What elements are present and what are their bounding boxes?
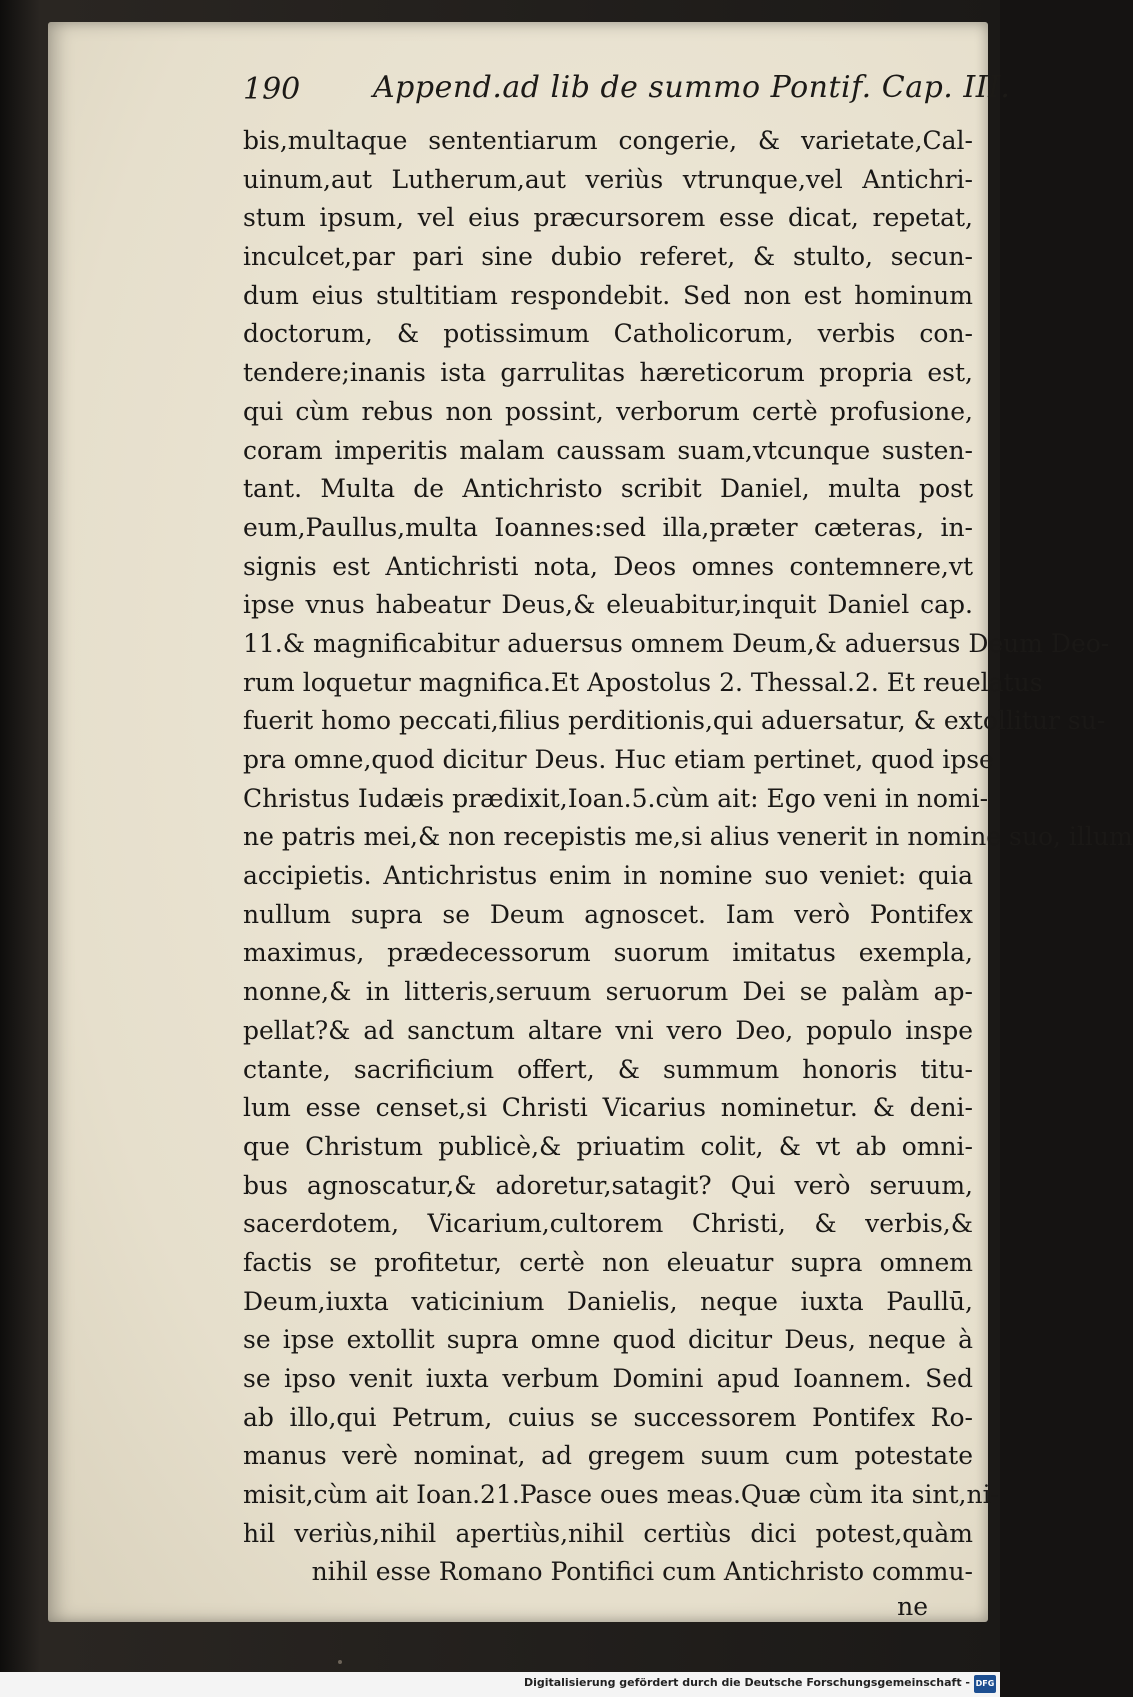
text-line: pellat?& ad sanctum altare vni vero Deo, populo inspe [243,1015,973,1045]
dfg-logo: DFG [974,1675,996,1693]
text-line: eum,Paullus,multa Ioannes:sed illa,præter cæteras, in- [243,512,973,542]
catchword: ne [897,1592,928,1621]
text-line: rum loquetur magnifica.Et Apostolus 2. Thessal.2. Et reuelatus [243,667,1043,697]
text-line: stum ipsum, vel eius præcursorem esse dicat, repetat, [243,203,973,233]
text-line: que Christum publicè,& priuatim colit, & vt ab omni- [243,1131,973,1161]
text-line: inculcet,par pari sine dubio referet, & stulto, secun- [243,242,973,272]
text-line: bis,multaque sententiarum congerie, & varietate,Cal- [243,126,973,155]
text-line: pra omne,quod dicitur Deus. Huc etiam pertinet, quod ipse [243,745,994,774]
funding-credit: Digitalisierung gefördert durch die Deutsche Forschungsgemeinschaft - [523,1676,970,1689]
text-line: qui cùm rebus non possint, verborum certè profusione, [243,396,973,426]
running-title: Append.ad lib de summo Pontif. Cap. III. [373,70,1011,105]
text-line: coram imperitis malam caussam suam,vtcunque susten- [243,435,973,465]
digitization-footer [0,1672,1000,1697]
text-line: ipse vnus habeatur Deus,& eleuabitur,inquit Daniel cap. [243,590,973,620]
text-line: misit,cùm ait Ioan.21.Pasce oues meas.Quæ cùm ita sint,ni- [243,1480,1000,1510]
text-line: nonne,& in litteris,seruum seruorum Dei se palàm ap- [243,977,973,1007]
text-line: tendere;inanis ista garrulitas hæreticorum propria est, [243,358,973,388]
text-line: doctorum, & potissimum Catholicorum, verbis con- [243,319,973,349]
text-line: se ipso venit iuxta verbum Domini apud Ioannem. Sed [243,1364,973,1393]
text-line: ab illo,qui Petrum, cuius se successorem Pontifex Ro- [243,1402,973,1432]
text-line: uinum,aut Lutherum,aut veriùs vtrunque,vel Antichri- [243,164,973,194]
text-line: ctante, sacrificium offert, & summum honoris titu- [243,1054,973,1084]
text-line: fuerit homo peccati,filius perditionis,qui aduersatur, & extollitur su- [243,706,1106,736]
text-line: accipietis. Antichristus enim in nomine suo veniet: quia [243,861,973,891]
text-line: bus agnoscatur,& adoretur,satagit? Qui verò seruum, [243,1170,973,1200]
text-line: hil veriùs,nihil apertiùs,nihil certiùs dici potest,quàm [243,1518,973,1548]
text-line: dum eius stultitiam respondebit. Sed non est hominum [243,280,973,310]
text-line: manus verè nominat, ad gregem suum cum potestate [243,1441,973,1471]
text-line: signis est Antichristi nota, Deos omnes contemnere,vt [243,551,973,581]
running-head [243,70,1011,116]
text-line: factis se profitetur, certè non eleuatur supra omnem [243,1247,973,1277]
ink-speck [338,1660,342,1664]
text-line: lum esse censet,si Christi Vicarius nominetur. & deni- [243,1093,973,1123]
text-line: Deum,iuxta vaticinium Danielis, neque iuxta Paullū, [243,1286,973,1316]
text-line: maximus, prædecessorum suorum imitatus exempla, [243,938,973,968]
text-line: nihil esse Romano Pontifici cum Antichristo commu- [311,1557,973,1587]
text-line: nullum supra se Deum agnoscet. Iam verò Pontifex [243,899,973,929]
text-line: sacerdotem, Vicarium,cultorem Christi, & verbis,& [243,1209,973,1239]
body-text [243,122,1133,1592]
text-line: 11.& magnificabitur aduersus omnem Deum,& aduersus Deum Deo- [243,628,1110,658]
text-line: Christus Iudæis prædixit,Ioan.5.cùm ait: Ego veni in nomi- [243,783,989,813]
page-number: 190 [243,72,301,107]
text-line: tant. Multa de Antichristo scribit Daniel, multa post [243,474,973,504]
text-line: se ipse extollit supra omne quod dicitur Deus, neque à [243,1325,973,1355]
text-line: ne patris mei,& non recepistis me,si alius venerit in nomine suo, illum [243,822,1133,852]
